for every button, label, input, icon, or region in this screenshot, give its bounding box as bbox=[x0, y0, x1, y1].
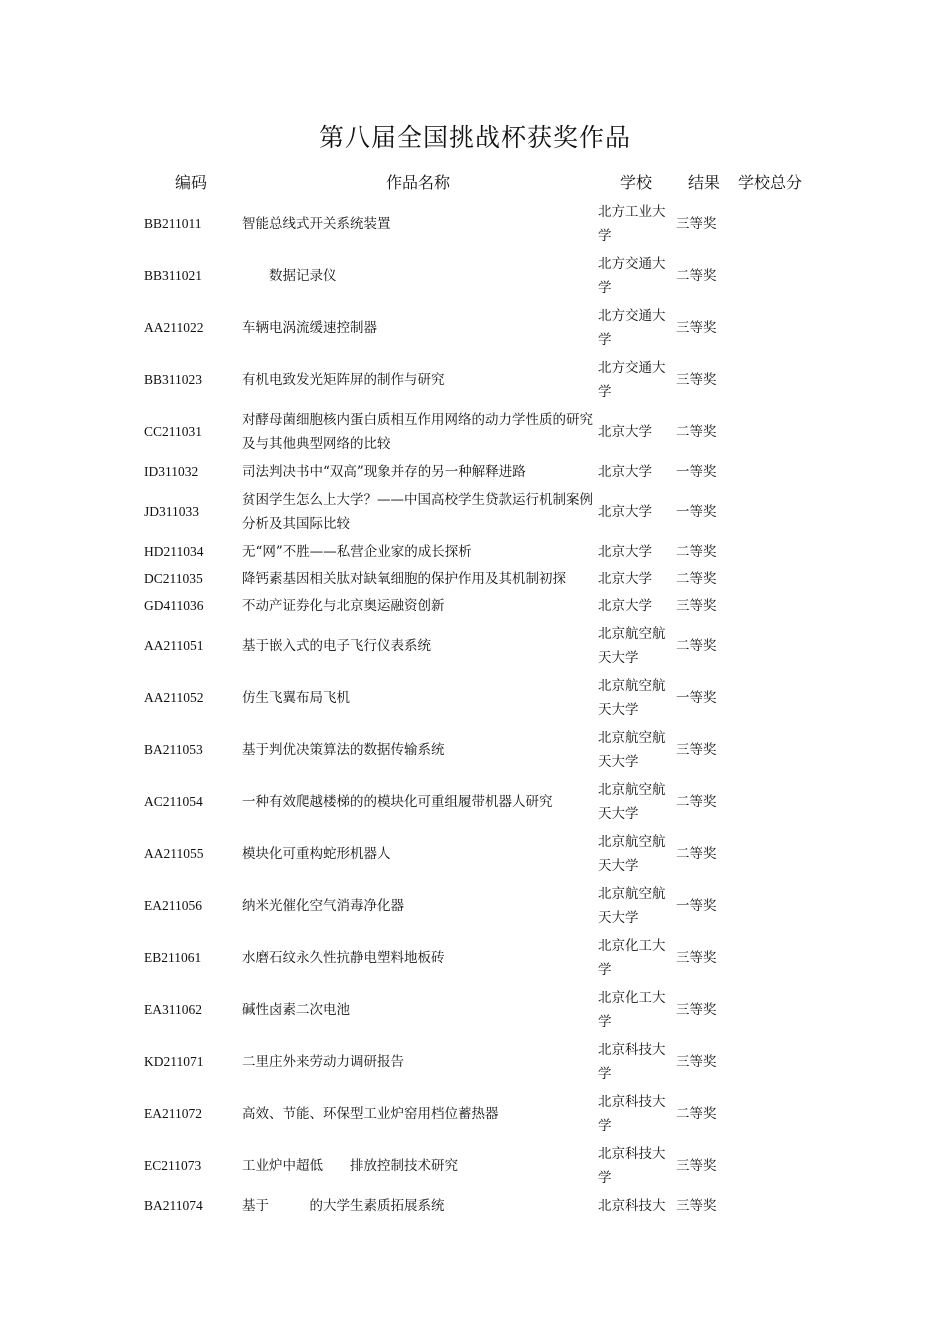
row-result: 三等奖 bbox=[676, 372, 717, 388]
row-name: 数据记录仪 bbox=[242, 268, 337, 284]
row-school: 北京科技大学 bbox=[598, 1146, 666, 1186]
row-school: 北京航空航天大学 bbox=[598, 730, 666, 770]
row-result: 三等奖 bbox=[676, 1198, 717, 1214]
row-code: AA211051 bbox=[144, 638, 204, 653]
row-name: 无“网”不胜——私营企业家的成长探析 bbox=[242, 543, 472, 560]
row-result: 三等奖 bbox=[676, 742, 717, 758]
row-result: 一等奖 bbox=[676, 464, 717, 480]
row-code: JD311033 bbox=[144, 504, 200, 519]
table-row bbox=[0, 458, 950, 486]
row-name: 二里庄外来劳动力调研报告 bbox=[242, 1054, 404, 1070]
row-school: 北京大学 bbox=[598, 543, 652, 560]
row-result: 二等奖 bbox=[676, 570, 717, 587]
header-school: 学校 bbox=[620, 173, 653, 192]
row-school: 北京化工大学 bbox=[598, 938, 666, 978]
row-name: 司法判决书中“双高”现象并存的另一种解释进路 bbox=[242, 464, 526, 480]
row-code: KD211071 bbox=[144, 1054, 204, 1069]
row-code: AA211022 bbox=[144, 320, 204, 335]
row-code: EA211056 bbox=[144, 898, 202, 913]
row-school: 北京大学 bbox=[598, 464, 652, 480]
header-total: 学校总分 bbox=[738, 173, 803, 192]
row-school: 北京航空航天大学 bbox=[598, 626, 666, 666]
row-school: 北京大学 bbox=[598, 424, 652, 440]
row-result: 三等奖 bbox=[676, 216, 717, 232]
row-code: BB311021 bbox=[144, 268, 203, 283]
table-row bbox=[0, 620, 950, 672]
row-result: 二等奖 bbox=[676, 846, 717, 862]
row-name: 基于判优决策算法的数据传输系统 bbox=[242, 742, 445, 758]
table-row bbox=[0, 538, 950, 565]
row-result: 三等奖 bbox=[676, 598, 717, 614]
row-name: 纳米光催化空气消毒净化器 bbox=[242, 898, 404, 914]
row-result: 三等奖 bbox=[676, 320, 717, 336]
table-row bbox=[0, 984, 950, 1036]
row-name: 高效、节能、环保型工业炉窑用档位蓄热器 bbox=[242, 1106, 499, 1122]
row-school: 北京大学 bbox=[598, 598, 652, 614]
table-row bbox=[0, 406, 950, 458]
row-name: 碱性卤素二次电池 bbox=[242, 1002, 350, 1018]
row-name: 模块化可重构蛇形机器人 bbox=[242, 846, 391, 862]
row-result: 二等奖 bbox=[676, 424, 717, 440]
row-school: 北京科技大学 bbox=[598, 1094, 666, 1134]
row-name: 基于 的大学生素质拓展系统 bbox=[242, 1198, 445, 1214]
table-row bbox=[0, 1140, 950, 1192]
row-name: 降钙素基因相关肽对缺氧细胞的保护作用及其机制初探 bbox=[242, 570, 566, 587]
row-name: 车辆电涡流缓速控制器 bbox=[242, 320, 377, 336]
row-school: 北方交通大学 bbox=[598, 256, 666, 296]
row-name: 不动产证券化与北京奥运融资创新 bbox=[242, 598, 445, 614]
table-row bbox=[0, 776, 950, 828]
row-school: 北京航空航天大学 bbox=[598, 886, 666, 926]
row-result: 三等奖 bbox=[676, 1002, 717, 1018]
table-row bbox=[0, 1192, 950, 1220]
table-header bbox=[0, 170, 950, 196]
table-row bbox=[0, 880, 950, 932]
row-school: 北京大学 bbox=[598, 504, 652, 520]
table-row bbox=[0, 565, 950, 592]
table-row bbox=[0, 592, 950, 620]
row-school: 北京航空航天大学 bbox=[598, 834, 666, 874]
row-code: BA211074 bbox=[144, 1198, 203, 1213]
row-result: 三等奖 bbox=[676, 950, 717, 966]
row-result: 二等奖 bbox=[676, 543, 717, 560]
row-code: DC211035 bbox=[144, 570, 203, 586]
row-name: 仿生飞翼布局飞机 bbox=[242, 690, 350, 706]
page-title: 第八届全国挑战杯获奖作品 bbox=[318, 123, 631, 152]
row-name: 一种有效爬越楼梯的的模块化可重组履带机器人研究 bbox=[242, 794, 553, 810]
row-school: 北京化工大学 bbox=[598, 990, 666, 1030]
row-school: 北京科技大学 bbox=[598, 1042, 666, 1082]
row-name: 基于嵌入式的电子飞行仪表系统 bbox=[242, 638, 431, 654]
table-row bbox=[0, 1088, 950, 1140]
row-code: CC211031 bbox=[144, 424, 203, 439]
row-school: 北京航空航天大学 bbox=[598, 782, 666, 822]
header-result: 结果 bbox=[688, 173, 721, 192]
table-row bbox=[0, 354, 950, 406]
row-name: 工业炉中超低 排放控制技术研究 bbox=[242, 1158, 458, 1174]
row-result: 二等奖 bbox=[676, 1106, 717, 1122]
row-result: 一等奖 bbox=[676, 690, 717, 706]
row-code: EA211072 bbox=[144, 1106, 202, 1121]
row-school: 北方交通大学 bbox=[598, 360, 666, 400]
table-row bbox=[0, 672, 950, 724]
row-code: AC211054 bbox=[144, 794, 203, 809]
row-result: 二等奖 bbox=[676, 268, 717, 284]
row-name: 对酵母菌细胞核内蛋白质相互作用网络的动力学性质的研究及与其他典型网络的比较 bbox=[242, 412, 593, 452]
row-code: EB211061 bbox=[144, 950, 202, 965]
table-row bbox=[0, 250, 950, 302]
row-code: BA211053 bbox=[144, 742, 203, 757]
row-result: 二等奖 bbox=[676, 794, 717, 810]
row-code: GD411036 bbox=[144, 598, 204, 613]
header-code: 编码 bbox=[175, 173, 208, 192]
row-code: BB311023 bbox=[144, 372, 203, 387]
row-code: AA211055 bbox=[144, 846, 204, 861]
table-row bbox=[0, 198, 950, 250]
table-row bbox=[0, 828, 950, 880]
row-result: 三等奖 bbox=[676, 1054, 717, 1070]
table-row bbox=[0, 486, 950, 538]
row-result: 二等奖 bbox=[676, 638, 717, 654]
row-name: 智能总线式开关系统装置 bbox=[242, 216, 391, 232]
row-school: 北京大学 bbox=[598, 570, 652, 587]
row-result: 一等奖 bbox=[676, 504, 717, 520]
row-code: ID311032 bbox=[144, 464, 199, 479]
row-code: BB211011 bbox=[144, 216, 202, 231]
row-name: 有机电致发光矩阵屏的制作与研究 bbox=[242, 372, 445, 388]
award-table bbox=[0, 198, 950, 1220]
row-name: 贫困学生怎么上大学？——中国高校学生贷款运行机制案例分析及其国际比较 bbox=[242, 492, 593, 532]
table-row bbox=[0, 302, 950, 354]
row-result: 三等奖 bbox=[676, 1158, 717, 1174]
row-school: 北京航空航天大学 bbox=[598, 678, 666, 718]
row-code: AA211052 bbox=[144, 690, 204, 705]
row-school: 北方工业大学 bbox=[598, 204, 666, 244]
table-row bbox=[0, 724, 950, 776]
row-name: 水磨石纹永久性抗静电塑料地板砖 bbox=[242, 950, 445, 966]
header-name: 作品名称 bbox=[386, 173, 451, 192]
row-code: EC211073 bbox=[144, 1158, 202, 1173]
row-result: 一等奖 bbox=[676, 898, 717, 914]
row-code: HD211034 bbox=[144, 543, 204, 559]
row-school: 北方交通大学 bbox=[598, 308, 666, 348]
table-row bbox=[0, 1036, 950, 1088]
row-code: EA311062 bbox=[144, 1002, 202, 1017]
table-row bbox=[0, 932, 950, 984]
row-school: 北京科技大 bbox=[598, 1198, 666, 1214]
